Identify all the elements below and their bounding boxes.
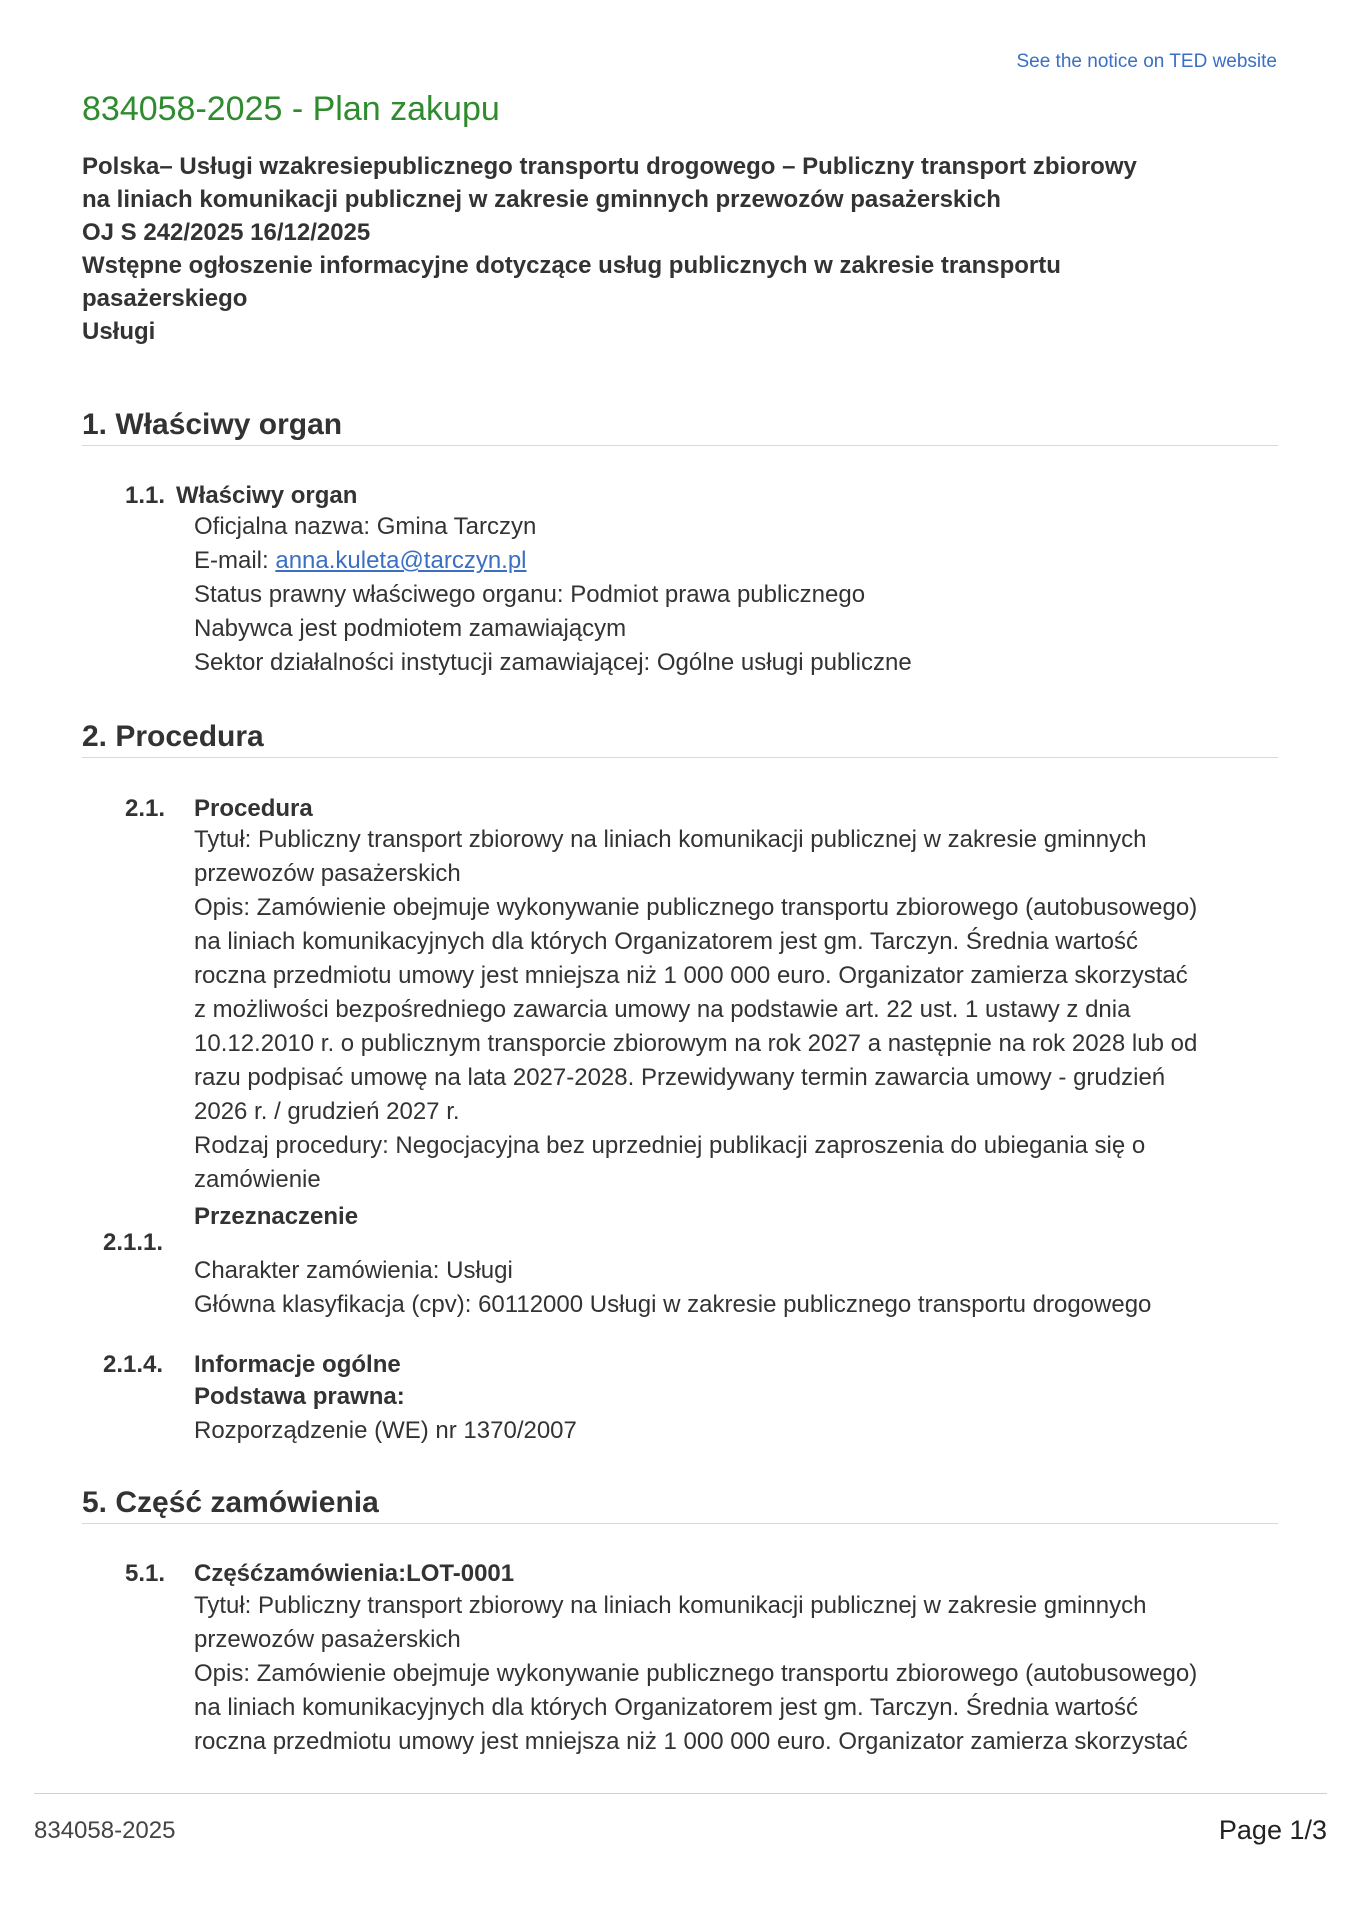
footer-notice-id: 834058-2025 [34,1817,176,1844]
official-name: Oficjalna nazwa: Gmina Tarczyn [194,513,537,540]
sector-info: Sektor działalności instytucji zamawiającej: Ogólne usługi publiczne [194,649,912,676]
procedure-desc-line: na liniach komunikacyjnych dla których Organizatorem jest gm. Tarczyn. Średnia wartość [194,928,1138,955]
legal-basis-label: Podstawa prawna: [194,1383,405,1410]
lot-title-line: przewozów pasażerskich [194,1626,461,1653]
header-line: OJ S 242/2025 16/12/2025 [82,219,371,246]
email-label: E-mail: [194,547,276,574]
subsection-title-2-1: Procedura [194,795,313,822]
procedure-desc-line: razu podpisać umowę na lata 2027-2028. Przewidywany termin zawarcia umowy - grudzień [194,1064,1166,1091]
notice-header [82,150,1262,348]
section-1-1-body [194,510,1279,680]
subsection-title-1-1: Właściwy organ [176,482,358,509]
subsection-number-2-1-4: 2.1.4. [103,1351,164,1378]
legal-basis-value: Rozporządzenie (WE) nr 1370/2007 [194,1417,577,1444]
buyer-info: Nabywca jest podmiotem zamawiającym [194,615,627,642]
section-5-1-body [194,1589,1279,1759]
procedure-desc-line: roczna przedmiotu umowy jest mniejsza niż 1 000 000 euro. Organizator zamierza skorzystać [194,962,1188,989]
email-row [194,544,1279,578]
section-heading-2: 2. Procedura [82,718,1278,758]
subsection-title-2-1-1: Przeznaczenie [194,1203,359,1230]
contract-nature: Charakter zamówienia: Usługi [194,1257,513,1284]
subsection-title-2-1-4: Informacje ogólne [194,1351,401,1378]
footer-divider [34,1793,1327,1794]
procedure-desc-line: Opis: Zamówienie obejmuje wykonywanie publicznego transportu zbiorowego (autobusowego) [194,894,1198,921]
section-2-1-4-body [194,1380,1279,1448]
section-heading-1: 1. Właściwy organ [82,406,1278,446]
header-line: Polska– Usługi wzakresiepublicznego transportu drogowego – Publiczny transport zbiorowy [82,153,1137,180]
procedure-desc-line: z możliwości bezpośredniego zawarcia umowy na podstawie art. 22 ust. 1 ustawy z dnia [194,996,1131,1023]
document-title: 834058-2025 - Plan zakupu [82,90,500,128]
subsection-number-1-1: 1.1. [125,482,166,509]
lot-title-line: Tytuł: Publiczny transport zbiorowy na liniach komunikacji publicznej w zakresie gminnych [194,1592,1147,1619]
procedure-desc-line: 10.12.2010 r. o publicznym transporcie zbiorowym na rok 2027 a następnie na rok 2028 lub od [194,1030,1198,1057]
ted-website-link[interactable]: See the notice on TED website [1016,51,1277,72]
subsection-number-5-1: 5.1. [125,1560,166,1587]
email-link[interactable]: anna.kuleta@tarczyn.pl [275,547,527,574]
page-number: Page 1/3 [1218,1815,1327,1845]
procedure-type-line: Rodzaj procedury: Negocjacyjna bez uprzedniej publikacji zaproszenia do ubiegania się o [194,1132,1146,1159]
subsection-number-2-1: 2.1. [125,795,166,822]
header-line: Usługi [82,318,156,345]
lot-desc-line: roczna przedmiotu umowy jest mniejsza niż 1 000 000 euro. Organizator zamierza skorzystać [194,1728,1188,1755]
section-2-1-body [194,823,1279,1197]
header-line: pasażerskiego [82,285,248,312]
procedure-type-line: zamówienie [194,1166,321,1193]
lot-desc-line: na liniach komunikacyjnych dla których Organizatorem jest gm. Tarczyn. Średnia wartość [194,1694,1138,1721]
header-line: na liniach komunikacji publicznej w zakresie gminnych przewozów pasażerskich [82,186,1001,213]
procedure-desc-line: 2026 r. / grudzień 2027 r. [194,1098,460,1125]
procedure-title-line: przewozów pasażerskich [194,860,461,887]
subsection-number-2-1-1: 2.1.1. [103,1229,164,1256]
header-line: Wstępne ogłoszenie informacyjne dotyczące usług publicznych w zakresie transportu [82,252,1061,279]
section-2-1-1-body [194,1254,1279,1322]
cpv-classification: Główna klasyfikacja (cpv): 60112000 Usługi w zakresie publicznego transportu drogowego [194,1291,1152,1318]
section-heading-5: 5. Część zamówienia [82,1484,1278,1524]
legal-status: Status prawny właściwego organu: Podmiot prawa publicznego [194,581,866,608]
lot-desc-line: Opis: Zamówienie obejmuje wykonywanie publicznego transportu zbiorowego (autobusowego) [194,1660,1198,1687]
procedure-title-line: Tytuł: Publiczny transport zbiorowy na liniach komunikacji publicznej w zakresie gminnych [194,826,1147,853]
subsection-title-5-1: Częśćzamówienia:LOT-0001 [194,1560,515,1587]
